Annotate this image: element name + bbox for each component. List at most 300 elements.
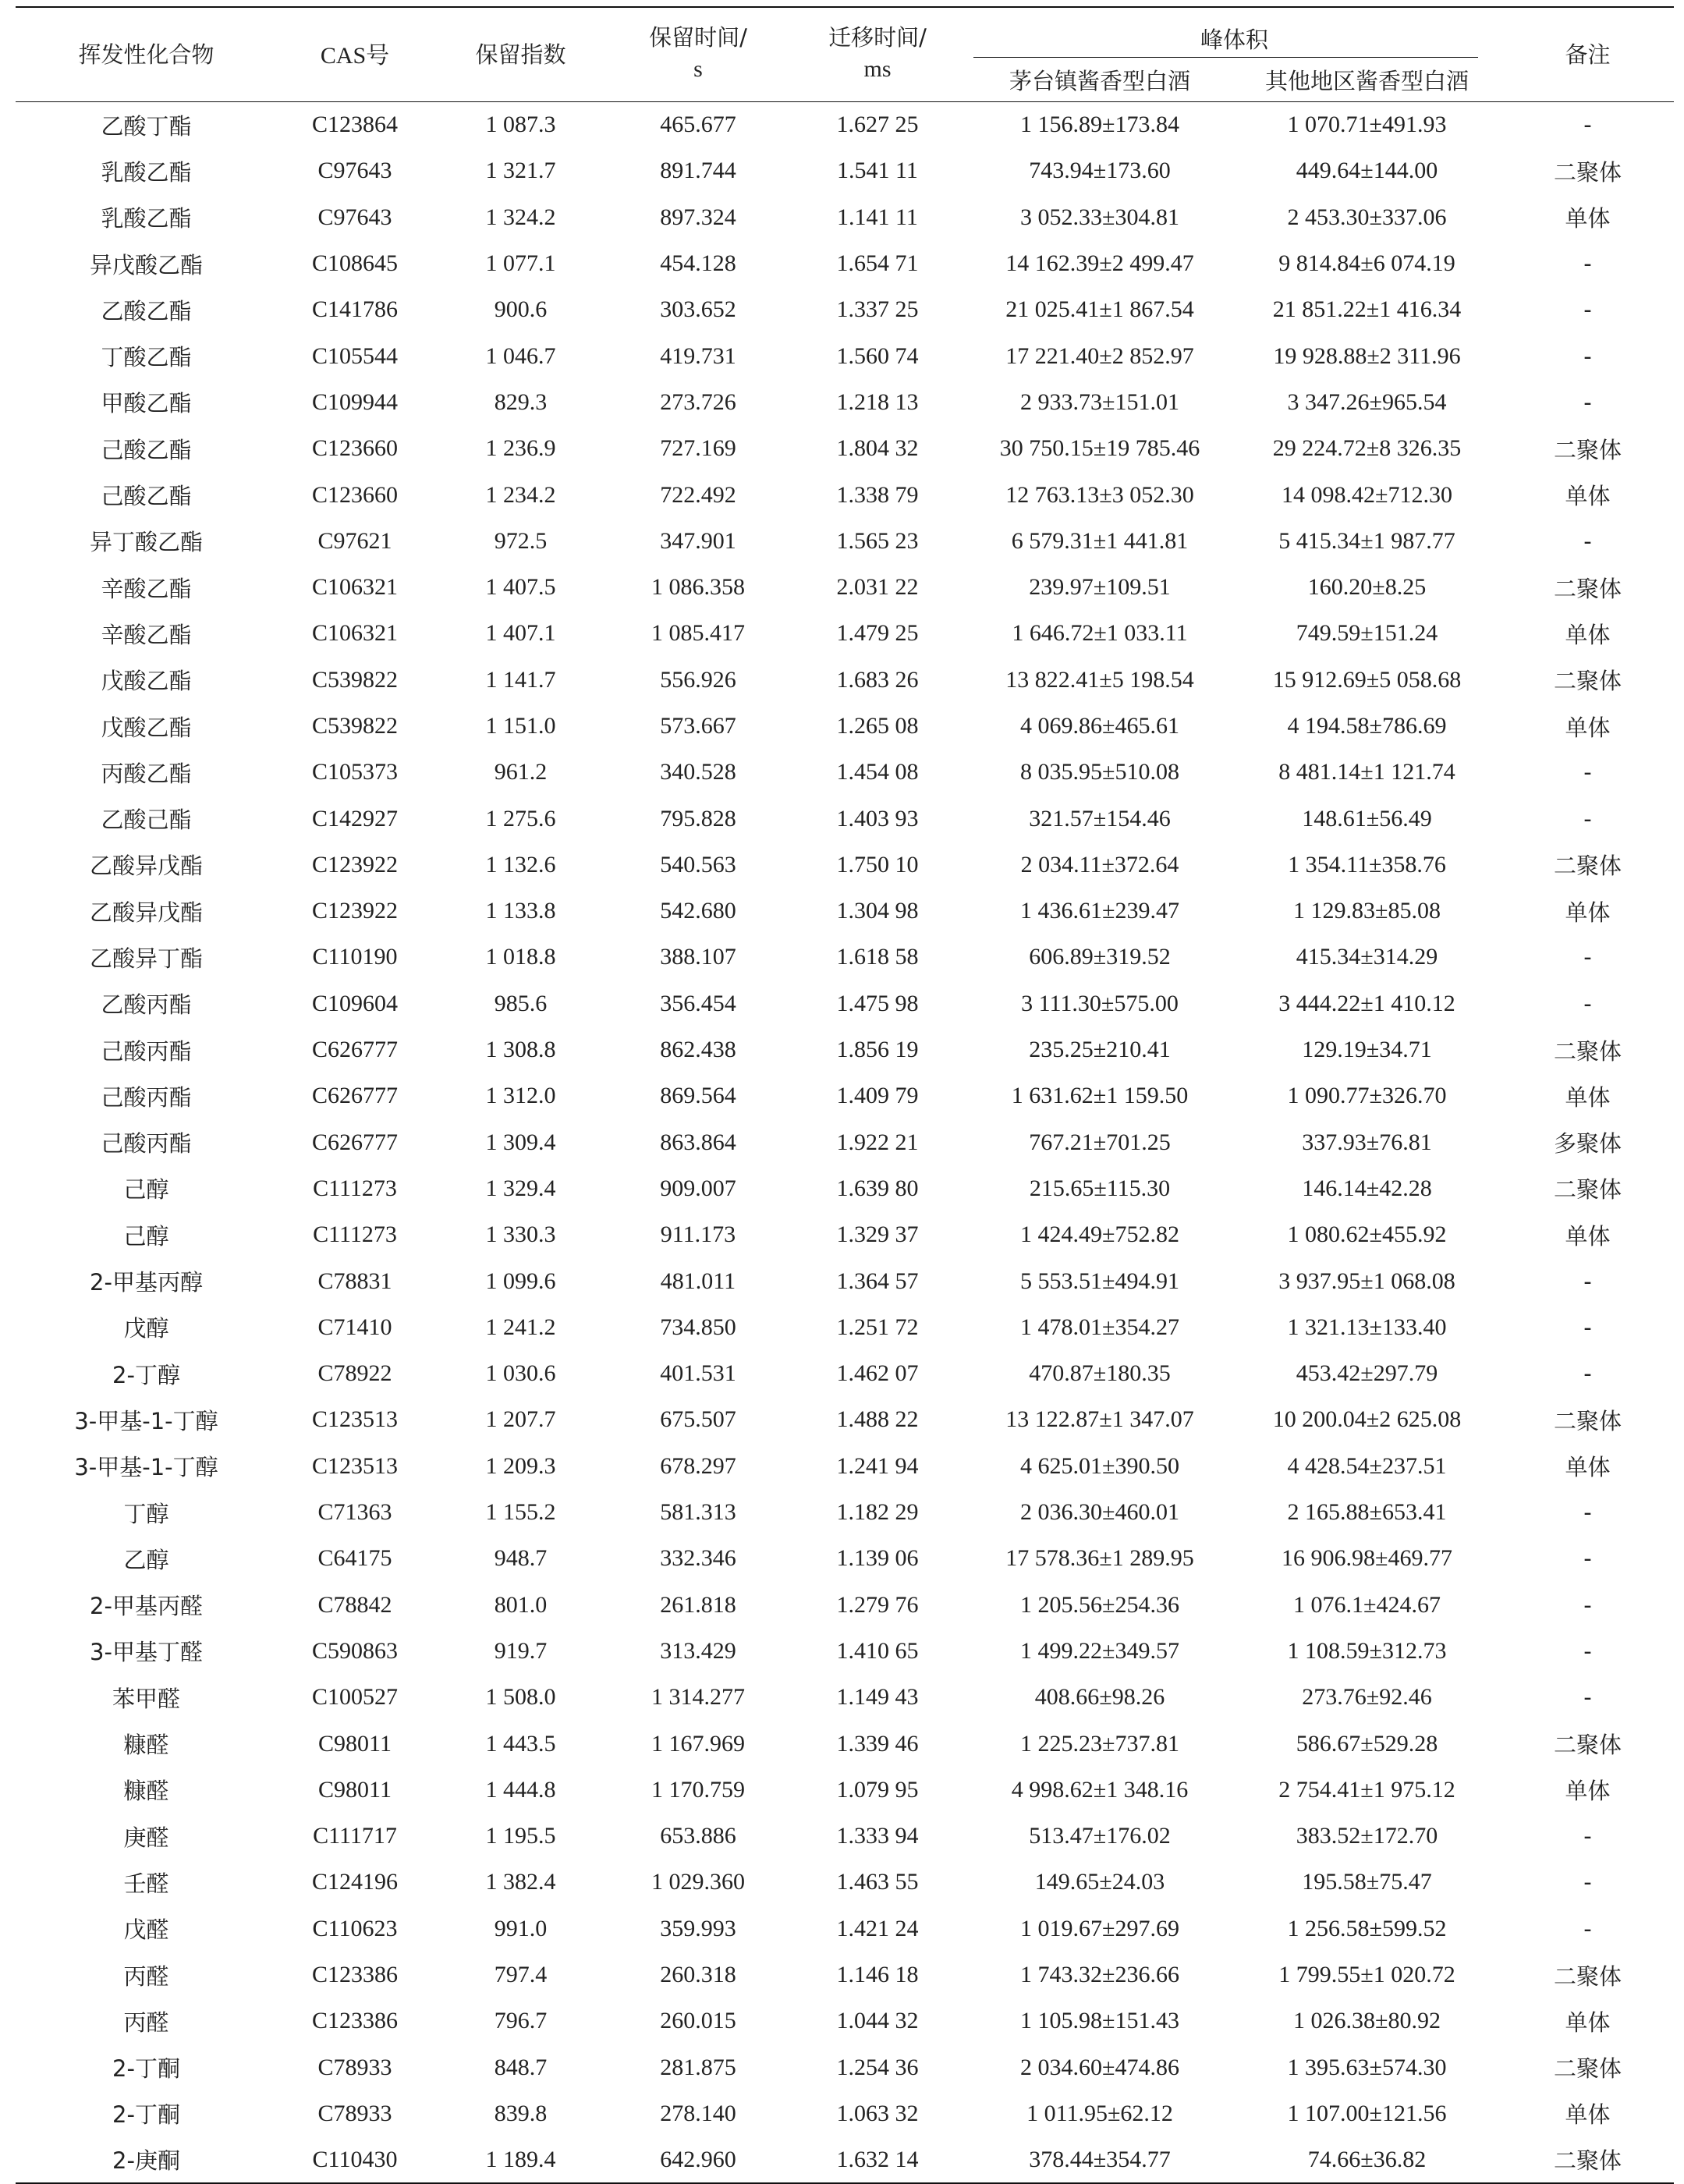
cell-compound: 2-丁酮	[112, 2055, 180, 2083]
cell-drift-time: 1.488 22	[836, 1406, 919, 1433]
cell-retention-index: 961.2	[494, 759, 548, 785]
cell-note: -	[1583, 527, 1592, 555]
cell-note: 二聚体	[1554, 2055, 1622, 2083]
cell-cas: C106321	[311, 620, 398, 647]
cell-retention-time: 911.173	[660, 1221, 736, 1248]
cell-peak-other: 9 814.84±6 074.19	[1278, 250, 1455, 277]
cell-compound: 乙酸己酯	[101, 807, 192, 834]
cell-drift-time: 1.339 46	[836, 1730, 919, 1757]
cell-note: -	[1583, 342, 1592, 370]
cell-compound: 乳酸乙酯	[101, 205, 192, 232]
cell-peak-other: 1 070.71±491.93	[1287, 112, 1447, 138]
cell-compound: 己酸丙酯	[101, 1130, 192, 1158]
cell-peak-other: 19 928.88±2 311.96	[1273, 342, 1461, 369]
cell-compound: 3-甲基-1-丁醇	[74, 1454, 218, 1481]
cell-retention-index: 1 508.0	[485, 1684, 556, 1711]
table-row	[16, 426, 1674, 472]
cell-retention-time: 260.318	[660, 1962, 736, 1988]
cell-drift-time: 1.304 98	[836, 898, 919, 924]
cell-retention-time: 642.960	[608, 2137, 788, 2183]
cell-retention-time: 1 314.277	[651, 1684, 745, 1711]
cell-compound: 丁醇	[123, 1500, 169, 1527]
peak-volume-rule	[973, 57, 1478, 58]
table-row	[16, 518, 1674, 564]
cell-cas: C123922	[311, 898, 398, 924]
cell-retention-index: 1 207.7	[485, 1406, 556, 1433]
cell-drift-time: 1.627 25	[836, 112, 919, 138]
cell-peak-maotai: 4 625.01±390.50	[1020, 1452, 1179, 1479]
header-peak-volume	[967, 7, 1501, 58]
table-row	[16, 2090, 1674, 2136]
cell-retention-index: 985.6	[494, 990, 548, 1016]
cell-compound: 乙酸异丁酯	[89, 945, 203, 972]
cell-peak-other: 4 194.58±786.69	[1287, 713, 1447, 739]
table-row	[16, 611, 1674, 657]
cell-cas: C97643	[317, 158, 392, 184]
cell-note: 二聚体	[1554, 436, 1622, 463]
cell-cas: C123864	[311, 112, 398, 138]
cell-note: 二聚体	[1554, 668, 1622, 695]
cell-note: -	[1583, 1268, 1592, 1295]
table-row	[16, 1119, 1674, 1165]
header-peak-volume-label: 峰体积	[1200, 27, 1269, 53]
cell-retention-time: 1 085.417	[651, 620, 745, 647]
cell-drift-time: 1.063 32	[836, 2100, 919, 2126]
cell-peak-maotai: 767.21±701.25	[1029, 1129, 1171, 1155]
cell-compound: 壬醛	[123, 1870, 169, 1897]
table-row	[16, 333, 1674, 379]
cell-cas: C64175	[317, 1545, 392, 1572]
cell-compound: 3-甲基丁醛	[90, 1639, 203, 1666]
cell-compound: 戊酸乙酯	[101, 714, 192, 741]
cell-compound: 2-甲基丙醛	[90, 1593, 203, 1620]
cell-note: -	[1583, 250, 1592, 278]
cell-compound: 戊醇	[123, 1315, 169, 1342]
cell-peak-maotai: 1 631.62±1 159.50	[1011, 1083, 1189, 1109]
cell-retention-time: 678.297	[660, 1452, 736, 1479]
cell-retention-index: 848.7	[494, 2054, 548, 2080]
cell-drift-time: 2.031 22	[836, 574, 919, 601]
cell-peak-other: 129.19±34.71	[1302, 1037, 1432, 1063]
table-row	[16, 287, 1674, 333]
cell-note: 单体	[1565, 2008, 1611, 2036]
cell-drift-time: 1.856 19	[836, 1037, 919, 1063]
cell-retention-index: 1 407.5	[485, 574, 556, 601]
table-row	[16, 703, 1674, 749]
cell-cas: C626777	[311, 1129, 398, 1155]
cell-cas: C78933	[317, 2100, 392, 2126]
cell-retention-time: 1 167.969	[651, 1730, 745, 1757]
cell-drift-time: 1.403 93	[836, 805, 919, 831]
cell-retention-index: 1 030.6	[485, 1360, 556, 1387]
cell-drift-time: 1.279 76	[836, 1591, 919, 1618]
cell-note: 单体	[1565, 1454, 1611, 1481]
cell-note: 二聚体	[1554, 1732, 1622, 1759]
cell-cas: C97621	[317, 527, 392, 554]
cell-drift-time: 1.329 37	[836, 1221, 919, 1248]
cell-peak-other: 1 076.1±424.67	[1293, 1591, 1441, 1618]
cell-compound: 乙酸异戊酯	[89, 853, 203, 880]
cell-drift-time: 1.479 25	[836, 620, 919, 647]
table-row	[16, 2137, 1674, 2183]
cell-retention-time: 261.818	[660, 1591, 736, 1618]
cell-peak-other: 195.58±75.47	[1302, 1869, 1432, 1895]
cell-cas: C123513	[311, 1452, 398, 1479]
cell-peak-other: 449.64±144.00	[1296, 158, 1438, 184]
cell-peak-maotai: 30 750.15±19 785.46	[999, 435, 1200, 462]
cell-compound: 己醇	[123, 1222, 169, 1250]
cell-cas: C123386	[311, 1962, 398, 1988]
cell-note: 单体	[1565, 621, 1611, 648]
cell-retention-index: 900.6	[494, 296, 548, 323]
cell-retention-time: 332.346	[660, 1545, 736, 1572]
cell-peak-other: 383.52±172.70	[1296, 1823, 1438, 1849]
cell-note: -	[1583, 1915, 1592, 1942]
table-row	[16, 1675, 1674, 1721]
cell-peak-maotai: 12 763.13±3 052.30	[1005, 481, 1194, 508]
table-row	[16, 1906, 1674, 1952]
cell-peak-maotai: 378.44±354.77	[967, 2137, 1232, 2183]
cell-peak-other: 1 107.00±121.56	[1287, 2100, 1447, 2126]
cell-note: -	[1583, 759, 1592, 786]
table-row	[16, 1721, 1674, 1767]
cell-retention-index: 1 189.4	[433, 2137, 608, 2183]
table-row	[16, 1212, 1674, 1258]
cell-note: 二聚体	[1554, 158, 1622, 186]
cell-compound: 糠醛	[123, 1778, 169, 1805]
cell-drift-time: 1.541 11	[837, 158, 918, 184]
cell-note: 单体	[1565, 899, 1611, 926]
cell-compound: 糠醛	[123, 1732, 169, 1759]
cell-cas: C98011	[318, 1776, 392, 1803]
cell-peak-other: 10 200.04±2 625.08	[1272, 1406, 1462, 1433]
cell-note: 二聚体	[1554, 1407, 1622, 1434]
cell-drift-time: 1.750 10	[836, 851, 919, 878]
cell-cas: C71363	[317, 1499, 392, 1526]
table-row	[16, 564, 1674, 610]
cell-retention-time: 727.169	[660, 435, 736, 462]
cell-peak-other: 8 481.14±1 121.74	[1278, 759, 1455, 785]
cell-cas: C590863	[311, 1637, 398, 1664]
cell-retention-time: 540.563	[660, 851, 736, 878]
cell-drift-time: 1.565 23	[836, 527, 919, 554]
cell-compound: 苯甲醛	[112, 1685, 180, 1712]
cell-peak-maotai: 408.66±98.26	[1034, 1684, 1165, 1711]
cell-drift-time: 1.364 57	[836, 1268, 919, 1294]
cell-retention-index: 1 308.8	[485, 1037, 556, 1063]
table-row	[16, 1860, 1674, 1906]
cell-compound: 丙醛	[123, 1962, 169, 1990]
cell-compound: 己酸丙酯	[101, 1037, 192, 1065]
cell-peak-maotai: 5 553.51±494.91	[1020, 1268, 1179, 1294]
cell-cas: C141786	[311, 296, 398, 323]
cell-note: 单体	[1565, 2101, 1611, 2129]
cell-peak-other: 586.67±529.28	[1296, 1730, 1438, 1757]
cell-peak-other: 5 415.34±1 987.77	[1278, 527, 1455, 554]
cell-drift-time: 1.141 11	[837, 204, 918, 230]
table-row	[16, 934, 1674, 980]
cell-peak-maotai: 1 205.56±254.36	[1020, 1591, 1179, 1618]
cell-peak-maotai: 1 436.61±239.47	[1020, 898, 1179, 924]
cell-drift-time: 1.804 32	[836, 435, 919, 462]
cell-drift-time: 1.421 24	[836, 1915, 919, 1941]
cell-retention-index: 1 312.0	[485, 1083, 556, 1109]
cell-retention-index: 991.0	[494, 1915, 548, 1941]
cell-compound: 己醇	[123, 1176, 169, 1204]
cell-peak-other: 749.59±151.24	[1296, 620, 1438, 647]
cell-compound: 乳酸乙酯	[101, 158, 192, 186]
cell-compound: 乙酸丁酯	[101, 112, 192, 140]
cell-peak-maotai: 2 036.30±460.01	[1020, 1499, 1179, 1526]
cell-peak-maotai: 470.87±180.35	[1029, 1360, 1171, 1387]
cell-peak-other: 74.66±36.82	[1232, 2137, 1501, 2183]
table-row	[16, 842, 1674, 888]
cell-retention-time: 897.324	[660, 204, 736, 230]
cell-cas: C105373	[311, 759, 398, 785]
cell-retention-index: 1 444.8	[485, 1776, 556, 1803]
cell-compound: 丁酸乙酯	[101, 344, 192, 371]
cell-cas: C539822	[311, 666, 398, 693]
table-row	[16, 796, 1674, 842]
cell-compound: 乙酸乙酯	[101, 297, 192, 324]
table-row	[16, 657, 1674, 703]
cell-retention-index: 1 241.2	[485, 1314, 556, 1340]
cell-retention-time: 795.828	[660, 805, 736, 831]
cell-peak-other: 1 354.11±358.76	[1288, 851, 1446, 878]
cell-cas: C124196	[311, 1869, 398, 1895]
cell-peak-other: 4 428.54±237.51	[1287, 1452, 1447, 1479]
cell-compound: 2-甲基丙醇	[90, 1269, 203, 1296]
cell-retention-time: 1 029.360	[651, 1869, 745, 1895]
cell-peak-other: 15 912.69±5 058.68	[1272, 666, 1462, 693]
cell-cas: C123660	[311, 435, 398, 462]
cell-retention-index: 796.7	[494, 2008, 548, 2034]
cell-drift-time: 1.463 55	[836, 1869, 919, 1895]
cell-peak-other: 3 444.22±1 410.12	[1278, 990, 1455, 1016]
cell-note: -	[1583, 1499, 1592, 1526]
cell-note: -	[1583, 112, 1592, 139]
cell-compound: 乙酸丙酯	[101, 991, 192, 1019]
cell-compound: 2-丁醇	[112, 1361, 180, 1388]
cell-retention-index: 1 407.1	[485, 620, 556, 647]
cell-peak-maotai: 215.65±115.30	[1029, 1175, 1171, 1201]
cell-cas: C123513	[311, 1406, 398, 1433]
table-row	[16, 102, 1674, 148]
cell-drift-time: 1.044 32	[836, 2008, 919, 2034]
cell-compound: 己酸乙酯	[101, 436, 192, 463]
cell-retention-index: 948.7	[494, 1545, 548, 1572]
cell-retention-time: 359.993	[660, 1915, 736, 1941]
cell-compound: 辛酸乙酯	[101, 621, 192, 648]
cell-retention-time: 454.128	[660, 250, 736, 277]
cell-compound: 丙酸乙酯	[101, 760, 192, 787]
cell-note: 二聚体	[1554, 1176, 1622, 1204]
table-row	[16, 1165, 1674, 1211]
cell-peak-maotai: 4 069.86±465.61	[1020, 713, 1179, 739]
table-row	[16, 1813, 1674, 1859]
cell-drift-time: 1.409 79	[836, 1083, 919, 1109]
cell-compound: 异丁酸乙酯	[89, 529, 203, 556]
cell-note: 多聚体	[1554, 1130, 1622, 1158]
cell-peak-other: 160.20±8.25	[1307, 574, 1427, 601]
cell-peak-other: 1 080.62±455.92	[1287, 1221, 1447, 1248]
header-other-region: 其他地区酱香型白酒	[1232, 58, 1501, 102]
table-row	[16, 240, 1674, 286]
cell-cas: C98011	[318, 1730, 392, 1757]
cell-peak-maotai: 2 933.73±151.01	[1020, 388, 1179, 415]
cell-peak-maotai: 1 646.72±1 033.11	[1012, 620, 1188, 647]
cell-drift-time: 1.618 58	[836, 944, 919, 970]
cell-note: 单体	[1565, 1222, 1611, 1250]
cell-compound: 甲酸乙酯	[101, 390, 192, 417]
cell-drift-time: 1.560 74	[836, 342, 919, 369]
cell-note: -	[1583, 1314, 1592, 1341]
cell-cas: C78922	[317, 1360, 392, 1387]
cell-cas: C109604	[311, 990, 398, 1016]
cell-peak-other: 148.61±56.49	[1302, 805, 1432, 831]
cell-drift-time: 1.241 94	[836, 1452, 919, 1479]
cell-retention-time: 313.429	[660, 1637, 736, 1664]
cell-peak-other: 1 256.58±599.52	[1287, 1915, 1447, 1941]
cell-peak-other: 3 347.26±965.54	[1287, 388, 1447, 415]
cell-drift-time: 1.149 43	[836, 1684, 919, 1711]
header-retention-time-line1: 保留时间/	[649, 23, 747, 51]
cell-cas: C110430	[277, 2137, 433, 2183]
cell-peak-maotai: 13 822.41±5 198.54	[1005, 666, 1194, 693]
cell-retention-time: 863.864	[660, 1129, 736, 1155]
cell-drift-time: 1.333 94	[836, 1823, 919, 1849]
cell-retention-time: 1 170.759	[651, 1776, 745, 1803]
cell-peak-maotai: 4 998.62±1 348.16	[1011, 1776, 1189, 1803]
cell-retention-index: 919.7	[494, 1637, 548, 1664]
cell-peak-other: 1 129.83±85.08	[1293, 898, 1441, 924]
table-row	[16, 1351, 1674, 1397]
cell-retention-time: 734.850	[660, 1314, 736, 1340]
cell-note: -	[1583, 944, 1592, 971]
cell-compound: 己酸丙酯	[101, 1083, 192, 1111]
cell-retention-time: 419.731	[660, 342, 736, 369]
cell-note: 单体	[1565, 1778, 1611, 1805]
cell-cas: C123922	[311, 851, 398, 878]
table-row	[16, 472, 1674, 518]
cell-peak-other: 337.93±76.81	[1302, 1129, 1432, 1155]
cell-cas: C78842	[317, 1591, 392, 1618]
cell-peak-other: 453.42±297.79	[1296, 1360, 1438, 1387]
table-row	[16, 1767, 1674, 1813]
cell-note: 单体	[1565, 714, 1611, 741]
cell-peak-other: 29 224.72±8 326.35	[1272, 435, 1462, 462]
cell-note: -	[1583, 1869, 1592, 1896]
cell-note: 二聚体	[1554, 853, 1622, 880]
cell-drift-time: 1.265 08	[836, 713, 919, 739]
header-note: 备注	[1501, 7, 1674, 102]
cell-peak-maotai: 17 578.36±1 289.95	[1005, 1545, 1194, 1572]
cell-peak-other: 1 395.63±574.30	[1287, 2054, 1447, 2080]
cell-retention-index: 1 234.2	[485, 481, 556, 508]
cell-note: 单体	[1565, 483, 1611, 510]
cell-note: -	[1583, 388, 1592, 416]
cell-retention-index: 801.0	[494, 1591, 548, 1618]
cell-retention-time: 556.926	[660, 666, 736, 693]
cell-peak-other: 2 754.41±1 975.12	[1278, 1776, 1455, 1803]
cell-cas: C108645	[311, 250, 398, 277]
header-retention-time	[608, 7, 788, 102]
table-row	[16, 750, 1674, 796]
cell-peak-maotai: 2 034.60±474.86	[1020, 2054, 1179, 2080]
cell-cas: C110623	[312, 1915, 398, 1941]
volatile-compounds-table	[16, 6, 1674, 2184]
table-row	[16, 1628, 1674, 1674]
cell-note: -	[1583, 1684, 1592, 1711]
cell-cas: C142927	[311, 805, 398, 831]
cell-retention-time: 1 086.358	[651, 574, 745, 601]
cell-compound: 2-丁酮	[112, 2101, 180, 2129]
cell-retention-time: 909.007	[660, 1175, 736, 1201]
cell-retention-index: 1 077.1	[485, 250, 556, 277]
cell-cas: C106321	[311, 574, 398, 601]
cell-peak-other: 146.14±42.28	[1302, 1175, 1432, 1201]
header-retention-time-unit: s	[693, 55, 703, 82]
cell-peak-maotai: 8 035.95±510.08	[1020, 759, 1179, 785]
cell-retention-index: 839.8	[494, 2100, 548, 2126]
cell-drift-time: 1.182 29	[836, 1499, 919, 1526]
cell-note: -	[1583, 990, 1592, 1017]
cell-cas: C123386	[311, 2008, 398, 2034]
cell-compound: 异戊酸乙酯	[89, 251, 203, 278]
cell-cas: C539822	[311, 713, 398, 739]
table-row	[16, 1536, 1674, 1582]
cell-retention-index: 1 321.7	[485, 158, 556, 184]
cell-peak-maotai: 513.47±176.02	[1029, 1823, 1171, 1849]
cell-drift-time: 1.254 36	[836, 2054, 919, 2080]
cell-retention-time: 303.652	[660, 296, 736, 323]
cell-retention-index: 1 309.4	[485, 1129, 556, 1155]
cell-peak-maotai: 3 111.30±575.00	[1021, 990, 1179, 1016]
cell-peak-maotai: 17 221.40±2 852.97	[1005, 342, 1194, 369]
table-row	[16, 1489, 1674, 1535]
cell-compound: 2-庚酮	[16, 2137, 277, 2183]
table-row	[16, 379, 1674, 425]
cell-retention-time: 542.680	[660, 898, 736, 924]
cell-retention-index: 1 209.3	[485, 1452, 556, 1479]
cell-retention-index: 1 236.9	[485, 435, 556, 462]
header-retention-index: 保留指数	[433, 7, 608, 102]
cell-note: 单体	[1565, 205, 1611, 232]
cell-retention-time: 869.564	[660, 1083, 736, 1109]
cell-compound: 乙酸异戊酯	[89, 899, 203, 926]
cell-cas: C111273	[313, 1221, 397, 1248]
cell-drift-time: 1.654 71	[836, 250, 919, 277]
cell-compound: 戊醛	[123, 1916, 169, 1944]
cell-cas: C78933	[317, 2054, 392, 2080]
cell-retention-index: 1 132.6	[485, 851, 556, 878]
cell-retention-time: 347.901	[660, 527, 736, 554]
cell-peak-maotai: 239.97±109.51	[1029, 574, 1171, 601]
cell-peak-maotai: 743.94±173.60	[1029, 158, 1171, 184]
cell-peak-maotai: 13 122.87±1 347.07	[1005, 1406, 1194, 1433]
cell-retention-index: 1 382.4	[485, 1869, 556, 1895]
cell-cas: C97643	[317, 204, 392, 230]
table-row	[16, 888, 1674, 934]
cell-cas: C111717	[313, 1823, 397, 1849]
cell-peak-maotai: 149.65±24.03	[1034, 1869, 1165, 1895]
table-row	[16, 980, 1674, 1026]
header-drift-time	[788, 7, 967, 102]
header-maotai: 茅台镇酱香型白酒	[967, 58, 1232, 102]
cell-drift-time: 1.338 79	[836, 481, 919, 508]
table-row	[16, 1026, 1674, 1072]
table-row	[16, 148, 1674, 194]
